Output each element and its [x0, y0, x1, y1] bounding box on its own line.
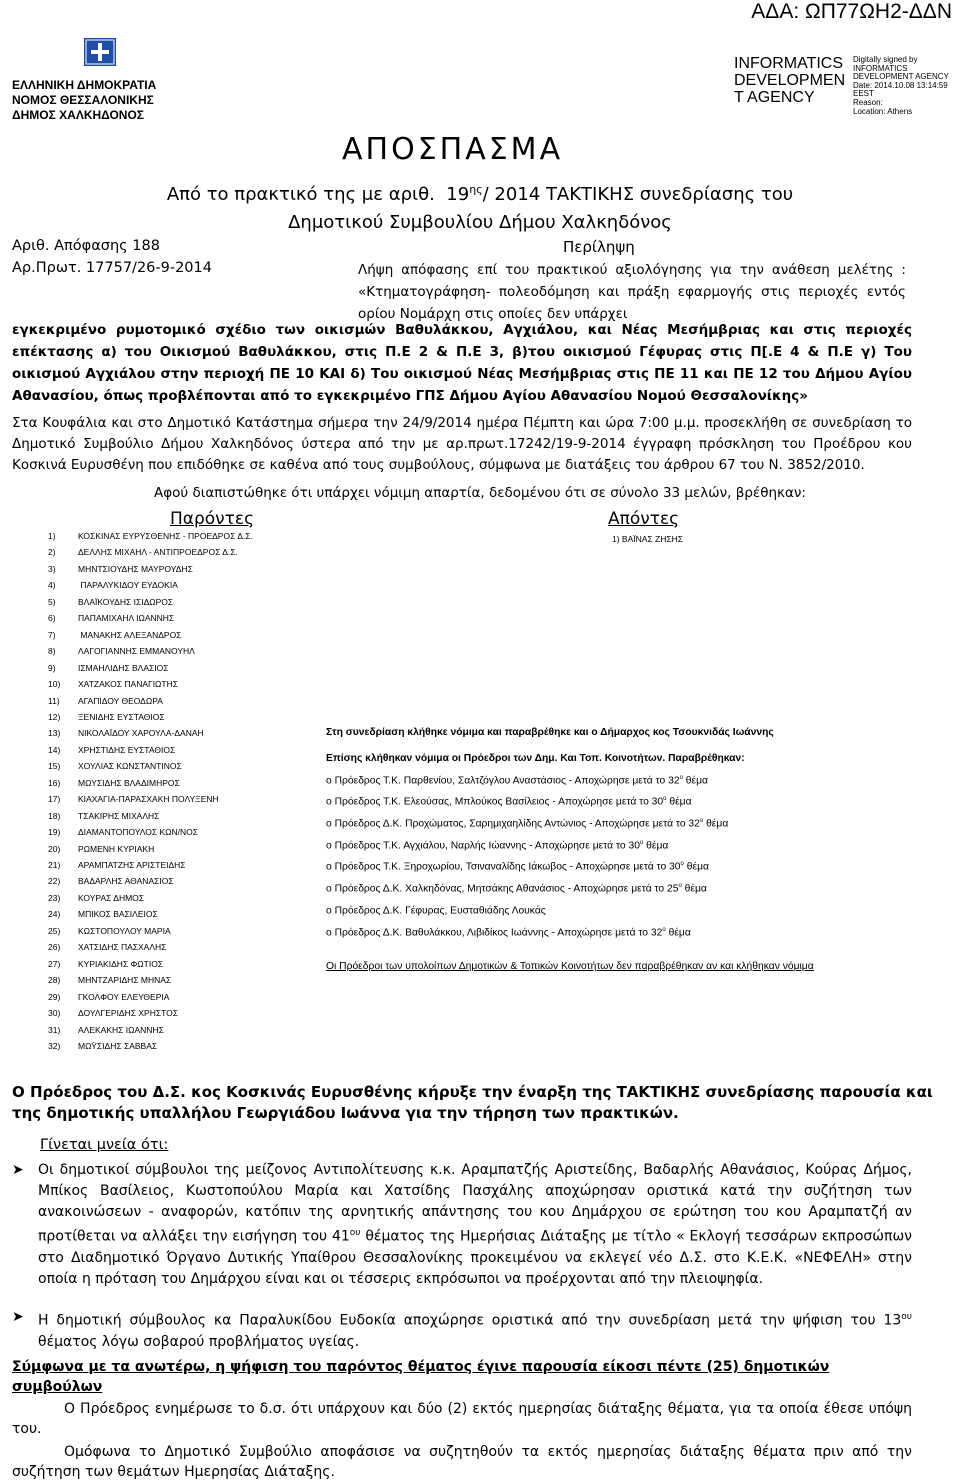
- bullet-text: Η δημοτική σύμβουλος κα Παραλυκίδου Ευδοκία αποχώρησε οριστικά από την συνεδρίαση μετά την ψήφιση του 13: [38, 1312, 902, 1329]
- list-item: [48, 613, 174, 623]
- bullet-ordinal: ου: [349, 1228, 361, 1238]
- list-item-name: ΜΠΙΚΟΣ ΒΑΣΙΛΕΙΟΣ: [78, 909, 158, 920]
- president-text-tail: θέμα: [643, 840, 669, 852]
- signature-line: DEVELOPMENT AGENCY: [853, 72, 949, 82]
- president-row: [326, 769, 926, 791]
- list-item-name: ΚΟΥΡΑΣ ΔΗΜΟΣ: [78, 892, 145, 903]
- list-item: [48, 1025, 164, 1035]
- list-item-name: ΔΙΑΜΑΝΤΟΠΟΥΛΟΣ ΚΩΝ/ΝΟΣ: [78, 827, 199, 838]
- bullet-item: [12, 1307, 912, 1353]
- list-item: [48, 728, 204, 738]
- list-item: [48, 942, 166, 952]
- council-name: Δημοτικού Συμβουλίου Δήμου Χαλκηδόνος: [288, 212, 672, 233]
- list-item-name: ΔΕΛΛΗΣ ΜΙΧΑΗΛ - ΑΝΤΙΠΡΟΕΔΡΟΣ Δ.Σ.: [78, 547, 238, 558]
- president-row: [326, 877, 926, 899]
- list-item-number: 14): [48, 744, 61, 755]
- list-item: [48, 547, 238, 557]
- gov-line: ΝΟΜΟΣ ΘΕΣΣΑΛΟΝΙΚΗΣ: [12, 93, 154, 107]
- signature-line: Date: 2014.10.08 13:14:59: [853, 80, 948, 90]
- paragraph: Ομόφωνα το Δημοτικό Συμβούλιο αποφάσισε να συζητηθούν τα εκτός ημερησίας διάταξης θέματα πριν από την συζήτηση των θεμάτων Ημερησίας Διάταξης.: [12, 1444, 912, 1480]
- list-item-number: 3): [48, 563, 56, 574]
- list-item: [48, 778, 180, 788]
- ada-code: ΑΔΑ: ΩΠ77ΩΗ2-ΔΔΝ: [751, 0, 952, 23]
- president-text-tail: θέμα: [666, 796, 692, 808]
- list-item-number: 7): [48, 629, 56, 640]
- president-row: [326, 921, 926, 943]
- list-item-number: 1): [48, 531, 56, 541]
- list-item: [48, 876, 174, 886]
- president-text: ο Πρόεδρος Δ.Κ. Γέφυρας, Ευσταθιάδης Λουκάς: [326, 905, 546, 917]
- president-row: [326, 812, 926, 834]
- president-row: [326, 790, 926, 812]
- president-row: [326, 834, 926, 856]
- list-item: [48, 827, 198, 837]
- issuing-authority: [12, 78, 156, 123]
- president-ordinal: ο: [699, 818, 704, 825]
- list-item-name: ΧΑΤΖΑΚΟΣ ΠΑΝΑΓΙΩΤΗΣ: [78, 679, 178, 690]
- list-item-name: ΜΗΝΤΖΑΡΙΔΗΣ ΜΗΝΑΣ: [78, 975, 172, 986]
- president-text-tail: θέμα: [681, 883, 707, 895]
- president-text-tail: θέμα: [703, 818, 729, 830]
- list-item-number: 17): [48, 794, 61, 805]
- list-item-name: ΚΥΡΙΑΚΙΔΗΣ ΦΩΤΙΟΣ: [78, 958, 164, 969]
- bullet-text: θέματος της Ημερήσιας Διάταξης με τίτλο « Εκλογή τεσσάρων εκπροσώπων στο Διαδημοτικό Όργανο Δυτικής Υπαίθρου Θεσσαλονίκης προκειμένου να εκλεγεί νέο Δ.Σ. στο Κ.Ε.Κ. «ΝΕΦΕΛΗ» στην οποία η πρόταση του Δημάρχου είναι και οι τέσσερις εκπρόσωποι να προέρχονται από την πλειοψηφία.: [38, 1228, 912, 1287]
- list-item-name: ΧΟΥΛΙΑΣ ΚΩΝΣΤΑΝΤΙΝΟΣ: [78, 761, 182, 772]
- list-item-number: 4): [48, 580, 56, 591]
- president-text-tail: θέμα: [682, 775, 708, 787]
- list-item-number: 13): [48, 728, 61, 739]
- president-ordinal: ο: [639, 839, 644, 846]
- list-item: [48, 630, 181, 640]
- present-heading: Παρόντες: [170, 509, 255, 529]
- president-text: ο Πρόεδρος Δ.Κ. Βαθυλάκκου, Λιβιδίκος Ιωάννης - Αποχώρησε μετά το 32: [326, 927, 663, 939]
- list-item-name: ΚΙΑΧΑΓΙΑ-ΠΑΡΑΣΧΑΚΗ ΠΟΛΥΞΕΝΗ: [78, 794, 219, 805]
- list-item-number: 16): [48, 777, 61, 788]
- list-item-name: ΠΑΡΑΛΥΚΙΔΟΥ ΕΥΔΟΚΙΑ: [78, 580, 178, 591]
- list-item-name: ΜΗΝΤΣΙΟΥΔΗΣ ΜΑΥΡΟΥΔΗΣ: [78, 563, 193, 574]
- list-item: [48, 580, 178, 590]
- bullet-ordinal: ου: [901, 1312, 912, 1322]
- summary-label: Περίληψη: [563, 238, 635, 256]
- list-item-number: 21): [48, 860, 61, 870]
- list-item-number: 30): [48, 1008, 61, 1019]
- president-ordinal: ο: [678, 883, 682, 890]
- list-item-name: ΝΙΚΟΛΑΪΔΟΥ ΧΑΡΟΥΛΑ-ΔΑΝΑΗ: [78, 728, 204, 739]
- list-item-number: 19): [48, 827, 61, 838]
- list-item-name: ΚΩΣΤΟΠΟΥΛΟΥ ΜΑΡΙΑ: [78, 925, 171, 936]
- signer-line: T AGENCY: [734, 89, 815, 106]
- bullet-text: θέματος λόγω σοβαρού προβλήματος υγείας.: [38, 1333, 360, 1350]
- practicum-prefix: Από το πρακτικό της με αριθ.: [166, 184, 435, 205]
- list-item-number: 22): [48, 876, 61, 887]
- list-item: [48, 975, 171, 985]
- list-item-name: ΒΛΑΪΚΟΥΔΗΣ ΙΣΙΔΩΡΟΣ: [78, 596, 174, 607]
- bullet-text: Οι δημοτικοί σύμβουλοι της μείζονος Αντιπολίτευσης κ.κ. Αραμπατζής Αριστείδης, Βαδαρλής Αθανάσιος, Κούρας Δήμος, Μπίκος Βασίλειος, Κωστοπούλου Μαρία και Χατσίδης Πασχάλης αποχώρησαν οριστικά κατά την συζήτηση των ανακοινώσεων - αναφορών, κατόπιν της αρνητικής απάντησης του κου Δημάρχου σε ερώτηση του κου Αραμπατζή αν προτίθεται να αλλάξει την εισήγηση του 41: [38, 1162, 912, 1245]
- list-item-number: 20): [48, 843, 61, 854]
- list-item: [48, 761, 182, 771]
- president-row: [326, 899, 926, 921]
- signer-name: [734, 55, 852, 106]
- paragraph: Ο Πρόεδρος ενημέρωσε το δ.σ. ότι υπάρχουν και δύο (2) εκτός ημερησίας διάταξης θέματα, για τα οποία έθεσε υπόψη του.: [12, 1401, 912, 1437]
- list-item-number: 32): [48, 1040, 61, 1051]
- list-item-name: ΡΩΜΕΝΗ ΚΥΡΙΑΚΗ: [78, 843, 155, 854]
- list-item-name: ΜΩΫΣΙΔΗΣ ΣΑΒΒΑΣ: [78, 1040, 158, 1051]
- list-item-number: 6): [48, 613, 56, 624]
- president-text: ο Πρόεδρος Τ.Κ. Ξηροχωρίου, Τσιναναλίδης Ιάκωβος - Αποχώρησε μετά το 30: [326, 861, 681, 873]
- list-item: [48, 745, 175, 755]
- list-item-number: 5): [48, 596, 56, 607]
- list-item-number: 10): [48, 679, 61, 690]
- gov-line: ΕΛΛΗΝΙΚΗ ΔΗΜΟΚΡΑΤΙΑ: [12, 78, 157, 92]
- arrow-bullet-icon: ➤: [12, 1162, 24, 1178]
- practicum-number: 19: [446, 184, 470, 205]
- list-item: [48, 893, 144, 903]
- list-item-name: ΠΑΠΑΜΙΧΑΗΛ ΙΩΑΝΝΗΣ: [78, 613, 175, 624]
- list-item-name: ΧΡΗΣΤΙΔΗΣ ΕΥΣΤΑΘΙΟΣ: [78, 744, 176, 755]
- signature-line: EEST: [853, 89, 874, 99]
- arrow-bullet-icon: ➤: [12, 1309, 24, 1325]
- attendance-block: [326, 724, 926, 977]
- list-item-number: 12): [48, 711, 61, 722]
- vote-conclusion: Σύμφωνα με τα ανωτέρω, η ψήφιση του παρόντος θέματος έγινε παρουσία είκοσι πέντε (25) δημοτικών συμβούλων: [12, 1359, 830, 1395]
- list-item-name: ΑΓΑΠΙΔΟΥ ΘΕΟΔΩΡΑ: [78, 695, 163, 706]
- list-item: [48, 909, 158, 919]
- list-item-number: 31): [48, 1024, 61, 1035]
- greek-emblem-icon: [84, 38, 116, 66]
- list-item: [48, 926, 171, 936]
- session-paragraph: Στα Κουφάλια και στο Δημοτικό Κατάστημα σήμερα την 24/9/2014 ημέρα Πέμπτη και ώρα 7:00 μ.μ. προσεκλήθη σε συνεδρίαση το Δημοτικό Συμβούλιο Δήμου Χαλκηδόνος ύστερα από την με αρ.πρωτ.17242/19-9-2014 έγγραφη πρόσκληση του Προέδρου κου Κοσκινά Ευρυσθένη που επιδόθηκε σε καθένα από τους συμβούλους, σύμφωνα με διατάξεις του άρθρου 67 του Ν. 3852/2010.: [12, 415, 912, 473]
- list-item: [48, 564, 193, 574]
- list-item: [48, 646, 195, 656]
- list-item: [48, 811, 159, 821]
- list-item: [48, 597, 173, 607]
- list-item-number: 27): [48, 958, 61, 969]
- list-item-number: 26): [48, 942, 61, 953]
- mayor-attendance: Στη συνεδρίαση κλήθηκε νόμιμα και παραβρέθηκε και ο Δήμαρχος κος Τσουκνιδάς Ιωάννης: [326, 727, 774, 738]
- president-text: ο Πρόεδρος Τ.Κ. Παρθενίου, Σαλτζόγλου Αναστάσιος - Αποχώρησε μετά το 32: [326, 775, 680, 787]
- protocol-number: Αρ.Πρωτ. 17757/26-9-2014: [12, 260, 212, 276]
- list-item-number: 29): [48, 991, 61, 1002]
- signature-line: INFORMATICS: [853, 63, 908, 73]
- list-item-name: ΑΡΑΜΠΑΤΖΗΣ ΑΡΙΣΤΕΙΔΗΣ: [78, 860, 186, 870]
- document-title: ΑΠΟΣΠΑΣΜΑ: [342, 132, 564, 167]
- practicum-suffix: / 2014 ΤΑΚΤΙΚΗΣ συνεδρίασης του: [482, 184, 794, 205]
- list-item-name: ΞΕΝΙΔΗΣ ΕΥΣΤΑΘΙΟΣ: [78, 711, 165, 722]
- list-item: [48, 679, 178, 689]
- list-item-name: ΔΟΥΛΓΕΡΙΔΗΣ ΧΡΗΣΤΟΣ: [78, 1008, 179, 1019]
- list-item-name: ΑΛΕΚΑΚΗΣ ΙΩΑΝΝΗΣ: [78, 1024, 164, 1035]
- list-item-number: 23): [48, 892, 61, 903]
- list-item: [48, 663, 168, 673]
- signer-line: DEVELOPMEN: [734, 72, 846, 89]
- list-item-number: 18): [48, 810, 61, 821]
- list-item: [48, 844, 154, 854]
- list-item: [48, 992, 169, 1002]
- list-item: [48, 860, 186, 870]
- president-ordinal: ο: [680, 861, 684, 868]
- president-text: ο Πρόεδρος Δ.Κ. Χαλκηδόνας, Μητσάκης Αθανάσιος - Αποχώρησε μετά το 25: [326, 883, 679, 895]
- president-text: ο Πρόεδρος Δ.Κ. Προχώματος, Σαρημιχαηλίδης Αντώνιος - Αποχώρησε μετά το 32: [326, 818, 700, 830]
- list-item-name: ΛΑΓΟΓΙΑΝΝΗΣ ΕΜΜΑΝΟΥΗΛ: [78, 646, 195, 657]
- president-ordinal: ο: [679, 774, 683, 781]
- list-item-name: ΓΚΟΛΦΟΥ ΕΛΕΥΘΕΡΙΑ: [78, 991, 170, 1002]
- summary-text: εγκεκριμένο ρυμοτομικό σχέδιο των οικισμών Βαθυλάκκου, Αγχιάλου, και Νέας Μεσήμβριας και στις περιοχές επέκτασης α) του Οικισμού Βαθυλάκκου, στις Π.Ε 2 & Π.Ε 3, β)του οικισμού Γέφυρας στις Π[.Ε 4 & Π.Ε γ) Του οικισμού Αγχιάλου στην περιοχή ΠΕ 10 ΚΑΙ δ) Του οικισμού Νέας Μεσήμβριας στις ΠΕ 11 και ΠΕ 12 του Δήμου Αγίου Αθανασίου, όπως προβλέπονται από το εγκεκριμένο ΓΠΣ Δήμου Αγίου Αθανασίου Νομού Θεσσαλονίκης»: [12, 322, 912, 404]
- list-item-name: ΚΟΣΚΙΝΑΣ ΕΥΡΥΣΘΕΝΗΣ - ΠΡΟΕΔΡΟΣ Δ.Σ.: [78, 531, 253, 541]
- list-item-number: 15): [48, 761, 61, 772]
- quorum-statement: Αφού διαπιστώθηκε ότι υπάρχει νόμιμη απαρτία, δεδομένου ότι σε σύνολο 33 μελών, βρέθηκαν:: [154, 485, 806, 501]
- list-item-number: 9): [48, 662, 56, 673]
- list-item-name: ΙΣΜΑΗΛΙΔΗΣ ΒΛΑΣΙΟΣ: [78, 662, 169, 673]
- gov-line: ΔΗΜΟΣ ΧΑΛΚΗΔΟΝΟΣ: [12, 108, 144, 122]
- list-item: [48, 696, 163, 706]
- list-item: [48, 712, 165, 722]
- practicum-heading: [0, 176, 960, 237]
- decision-number: Αριθ. Απόφασης 188: [12, 238, 160, 254]
- list-item-number: 28): [48, 975, 61, 986]
- president-row: [326, 855, 926, 877]
- signature-line: Reason:: [853, 97, 883, 107]
- summary-intro: Λήψη απόφασης επί του πρακτικού αξιολόγησης για την ανάθεση μελέτης : «Κτηματογράφηση- πολεοδόμηση και πράξη εφαρμογής στις περιοχές εντός ορίου Νομάρχη στις οποίες δεν υπάρχει: [358, 262, 906, 322]
- list-item: [48, 1008, 178, 1018]
- list-item: [48, 531, 253, 541]
- digital-signature-block: [853, 56, 960, 116]
- signer-line: INFORMATICS: [734, 55, 844, 72]
- list-item-name: ΒΑΔΑΡΛΗΣ ΑΘΑΝΑΣΙΟΣ: [78, 876, 174, 887]
- list-item: [48, 794, 219, 804]
- president-text: ο Πρόεδρος Τ.Κ. Ελεούσας, Μπλούκος Βασίλειος - Αποχώρησε μετά το 30: [326, 796, 664, 808]
- president-text-tail: θέμα: [683, 861, 709, 873]
- absent-presidents-note: Οι Πρόεδροι των υπολοίπων Δημοτικών & Τοπικών Κοινοτήτων δεν παραβρέθηκαν αν και κλήθηκαν νόμιμα: [326, 961, 814, 973]
- president-opening: Ο Πρόεδρος του Δ.Σ. κος Κοσκινάς Ευρυσθένης κήρυξε την έναρξη της ΤΑΚΤΙΚΗΣ συνεδρίασης παρουσία και της δημοτικής υπαλλήλου Γεωργιάδου Ιωάννα για την τήρηση των πρακτικών.: [12, 1083, 933, 1122]
- list-item-number: 25): [48, 925, 61, 936]
- signature-line: Digitally signed by: [853, 55, 918, 64]
- list-item-name: ΧΑΤΣΙΔΗΣ ΠΑΣΧΑΛΗΣ: [78, 942, 167, 953]
- list-item-number: 2): [48, 547, 56, 558]
- community-presidents-list: [326, 769, 926, 943]
- practicum-ordinal: ης: [469, 183, 483, 196]
- president-ordinal: ο: [662, 926, 666, 933]
- list-item-name: ΜΑΝΑΚΗΣ ΑΛΕΞΑΝΔΡΟΣ: [78, 629, 182, 640]
- absent-member: 1) ΒΑΪΝΑΣ ΖΗΣΗΣ: [612, 534, 684, 544]
- list-item-name: ΤΣΑΚΙΡΗΣ ΜΙΧΑΛΗΣ: [78, 810, 160, 821]
- mention-heading: Γίνεται μνεία ότι:: [40, 1137, 169, 1153]
- bullet-item: [12, 1160, 912, 1290]
- list-item-number: 11): [48, 695, 60, 706]
- community-presidents-intro: Επίσης κλήθηκαν νόμιμα οι Πρόεδροι των Δημ. Και Τοπ. Κοινοτήτων. Παραβρέθηκαν:: [326, 753, 745, 765]
- list-item-number: 8): [48, 646, 56, 657]
- president-ordinal: ο: [663, 796, 667, 803]
- list-item: [48, 959, 163, 969]
- list-item-name: ΜΩΥΣΙΔΗΣ ΒΛΑΔΙΜΗΡΟΣ: [78, 777, 180, 788]
- list-item-number: 24): [48, 909, 61, 920]
- president-text: ο Πρόεδρος Τ.Κ. Αγχιάλου, Ναρλής Ιώαννης - Αποχώρησε μετά το 30: [326, 840, 640, 852]
- president-text-tail: θέμα: [665, 927, 691, 939]
- signature-line: Location: Athens: [853, 106, 913, 116]
- list-item: [48, 1041, 157, 1051]
- absent-heading: Απόντες: [608, 509, 680, 529]
